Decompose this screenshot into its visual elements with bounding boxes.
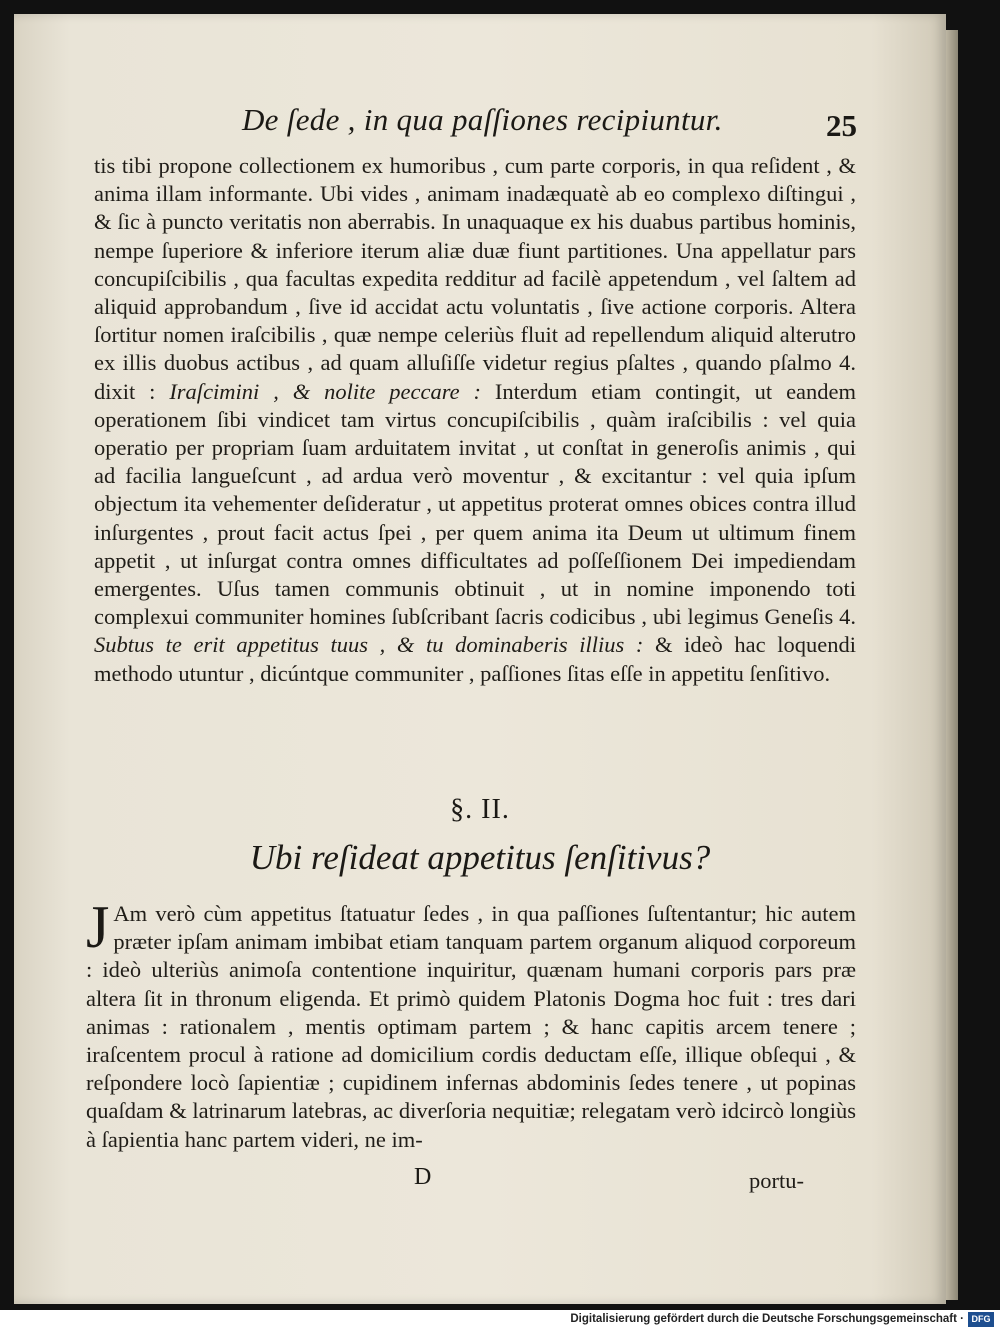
- paragraph-1-text-c: & ideò hac loquendi methodo utuntur , dicúntque communiter , paſſiones ſitas eſſe in appetitu ſenſitivo.: [94, 632, 857, 686]
- paragraph-2-text: Am verò cùm appetitus ſtatuatur ſedes , in qua paſſiones ſuſtentantur; hic autem præter ipſam animam imbibat etiam tanquam partem organum aliquod corporeum : ideò ulteriùs animoſa contentione inquiritur, quænam humani corporis pars præ altera ſit in thronum eligenda. Et primò quidem Platonis Dogma hoc fuit : tres dari animas : rationalem , mentis optimam partem ; & hanc capitis arcem tenere ; iraſcentem procul à ratione ad domicilium cordis deductam eſſe, illique obſequi , & reſpondere locò ſapientiæ ; cupidinem infernas abdominis ſedes tenere , ut popinas quaſdam & latrinarum latebras, ac diverſoria nequitiæ; relegatam verò idcircò longiùs à ſapientia hanc partem videri, ne im-: [86, 901, 856, 1152]
- page-header: [74, 92, 874, 144]
- dfg-logo: DFG: [968, 1312, 994, 1327]
- section-title: Ubi reſideat appetitus ſenſitivus?: [249, 838, 711, 877]
- paragraph-1-text-b: Interdum etiam contingit, ut eandem operationem ſibi vindicet tam virtus concupiſcibilis , quàm iraſcibilis : vel quia operatio per propriam ſuam arduitatem invitat , ut conſtat in generoſis animis , qui ad facilia langueſcunt , ad ardua verò moventur , & excitantur : vel quia ipſum objectum ita vehementer deſideratur , ut appetitus proterat omnes obices contra illud inſurgentes , prout facit actus ſpei , per quem anima ita Deum ut ultimum finem appetit , ut inſurgat contra omnes difficultates ad poſſeſſionem Dei impediendam emergentes. Uſus tamen communis obtinuit , ut in nomine imponendo toti complexui communiter homines ſubſcribant ſacris codicibus , ubi legimus Geneſis 4.: [94, 378, 857, 630]
- signature-mark: D: [414, 1164, 432, 1190]
- section-number: §. II.: [450, 794, 510, 825]
- page-edge: [946, 30, 958, 1300]
- drop-cap: J: [86, 894, 110, 960]
- paragraph-2: [86, 894, 856, 1154]
- credit-text: Digitalisierung gefördert durch die Deutsche Forschungsgemeinschaft ·: [570, 1313, 964, 1325]
- book-page: [14, 14, 946, 1304]
- catchword: portu-: [749, 1168, 804, 1193]
- genesis-quote: Subtus te erit appetitus tuus , & tu dominaberis illius :: [94, 632, 644, 658]
- credit-bar: [0, 1310, 1000, 1331]
- paragraph-1: [94, 152, 856, 688]
- page-number: 25: [826, 108, 857, 143]
- psalm-quote: Iraſcimini , & nolite peccare :: [169, 378, 482, 404]
- running-title: De ſede , in qua paſſiones recipiuntur.: [242, 102, 723, 137]
- paragraph-1-text-a: tis tibi propone collectionem ex humoribus , cum parte corporis, in qua reſident , & anima illam informante. Ubi vides , animam inadæquatè ab eo complexo diſtingui , & ſic à puncto veritatis non aberrabis. In unaquaque ex his duabus partibus hominis, nempe ſuperiore & inferiore iterum aliæ duæ fiunt partitiones. Una appellatur pars concupiſcibilis , qua facultas expedita redditur ad facilè appetendum , vel ſaltem ad aliquid approbandum , ſive id accidat actu voluntatis , ſive actione corporis. Altera ſortitur nomen iraſcibilis , quæ nempe celeriùs fluit ad repellendum aliquid alterutro ex illis duobus actibus , ad quam alluſiſſe videtur regius pſaltes , quando pſalmo 4. dixit :: [94, 153, 856, 404]
